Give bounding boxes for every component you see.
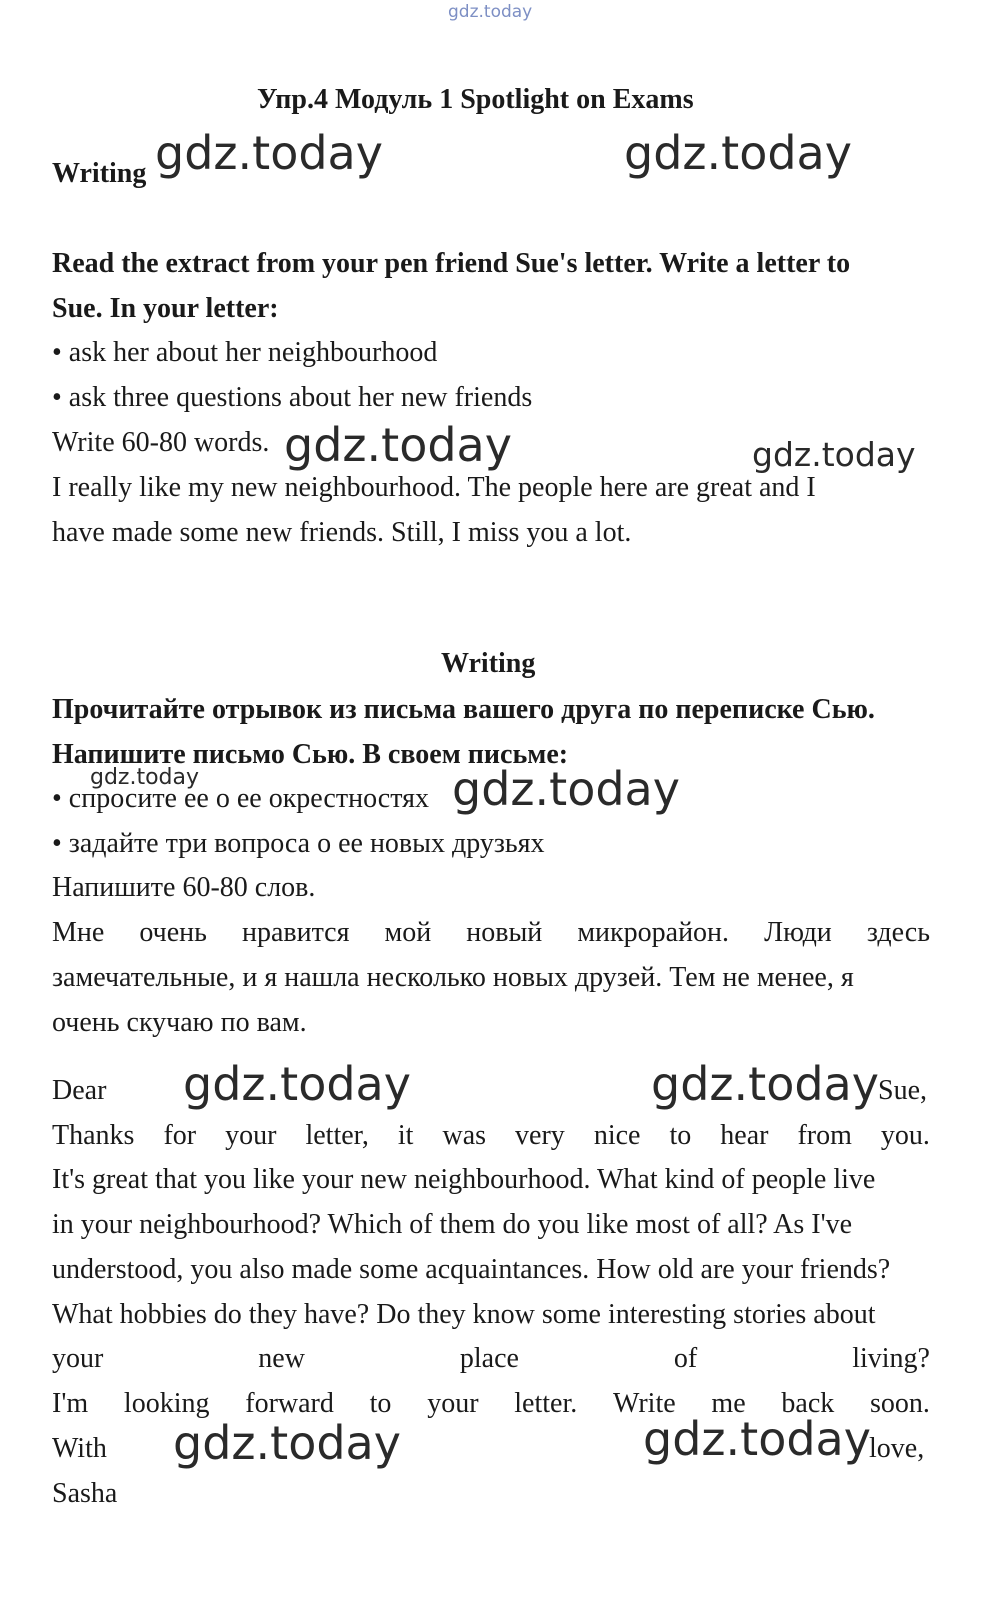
bullet-item: • ask her about her neighbourhood <box>52 337 438 368</box>
word: очень <box>139 917 207 948</box>
watermark: gdz.today <box>752 435 916 474</box>
task-text: Прочитайте отрывок из письма вашего друга по переписке Сью. <box>52 694 875 725</box>
word: living? <box>852 1343 930 1374</box>
word: your <box>52 1343 104 1374</box>
watermark: gdz.today <box>284 418 512 472</box>
word: looking <box>123 1388 210 1419</box>
watermark: gdz.today <box>643 1412 871 1466</box>
letter-closing: With <box>52 1433 107 1464</box>
task-text: Напишите письмо Сью. В своем письме: <box>52 739 569 770</box>
letter-greeting-name: Sue, <box>878 1075 927 1106</box>
letter-greeting: Dear <box>52 1075 107 1106</box>
watermark: gdz.today <box>173 1416 401 1470</box>
letter-line: in your neighbourhood? Which of them do you like most of all? As I've <box>52 1209 853 1240</box>
extract-text-justified <box>52 917 930 949</box>
section-heading-russian: Writing <box>441 648 536 679</box>
task-text: Read the extract from your pen friend Sue's letter. Write a letter to <box>52 248 851 279</box>
word: нравится <box>241 917 350 948</box>
word: for <box>163 1120 197 1151</box>
word: I'm <box>52 1388 89 1419</box>
word: very <box>515 1120 565 1151</box>
word: new <box>258 1343 305 1374</box>
watermark: gdz.today <box>624 126 852 180</box>
watermark: gdz.today <box>452 762 680 816</box>
letter-closing-word: love, <box>869 1433 925 1464</box>
bullet-item: • спросите ее о ее окрестностях <box>52 783 429 814</box>
letter-line-justified <box>52 1343 930 1375</box>
word-count-instruction: Напишите 60-80 слов. <box>52 872 316 903</box>
letter-signature: Sasha <box>52 1478 118 1509</box>
extract-text: очень скучаю по вам. <box>52 1007 307 1038</box>
word: your <box>225 1120 277 1151</box>
word: it <box>397 1120 414 1151</box>
word-count-instruction: Write 60-80 words. <box>52 427 270 458</box>
word: me <box>711 1388 746 1419</box>
word: letter. <box>514 1388 578 1419</box>
extract-text: I really like my new neighbourhood. The people here are great and I <box>52 472 816 503</box>
task-text: Sue. In your letter: <box>52 293 279 324</box>
word: hear <box>720 1120 769 1151</box>
watermark: gdz.today <box>90 765 200 790</box>
bullet-item: • ask three questions about her new friends <box>52 382 533 413</box>
bullet-item: • задайте три вопроса о ее новых друзьях <box>52 828 545 859</box>
page-title: Упр.4 Модуль 1 Spotlight on Exams <box>257 84 694 115</box>
word: forward <box>245 1388 334 1419</box>
word: nice <box>593 1120 641 1151</box>
word: of <box>673 1343 698 1374</box>
word: your <box>427 1388 479 1419</box>
word: to <box>669 1120 692 1151</box>
watermark: gdz.today <box>155 126 383 180</box>
word: Write <box>613 1388 676 1419</box>
word: Thanks <box>52 1120 135 1151</box>
watermark: gdz.today <box>651 1057 879 1111</box>
word: you. <box>880 1120 930 1151</box>
word: was <box>442 1120 487 1151</box>
watermark-top: gdz.today <box>448 2 533 22</box>
word: мой <box>384 917 432 948</box>
watermark: gdz.today <box>183 1057 411 1111</box>
word: from <box>797 1120 852 1151</box>
word: Мне <box>52 917 105 948</box>
word: letter, <box>305 1120 369 1151</box>
word: здесь <box>866 917 930 948</box>
word: новый <box>466 917 543 948</box>
letter-line: It's great that you like your new neighbourhood. What kind of people live <box>52 1164 876 1195</box>
extract-text: have made some new friends. Still, I miss you a lot. <box>52 517 632 548</box>
letter-line: What hobbies do they have? Do they know some interesting stories about <box>52 1299 876 1330</box>
word: to <box>369 1388 392 1419</box>
word: Люди <box>764 917 832 948</box>
extract-text: замечательные, и я нашла несколько новых друзей. Тем не менее, я <box>52 962 854 993</box>
word: микрорайон. <box>577 917 730 948</box>
word: soon. <box>870 1388 930 1419</box>
letter-line-justified <box>52 1120 930 1152</box>
word: place <box>459 1343 519 1374</box>
section-heading-english: Writing <box>52 158 147 189</box>
letter-line: understood, you also made some acquaintances. How old are your friends? <box>52 1254 891 1285</box>
word: back <box>781 1388 835 1419</box>
